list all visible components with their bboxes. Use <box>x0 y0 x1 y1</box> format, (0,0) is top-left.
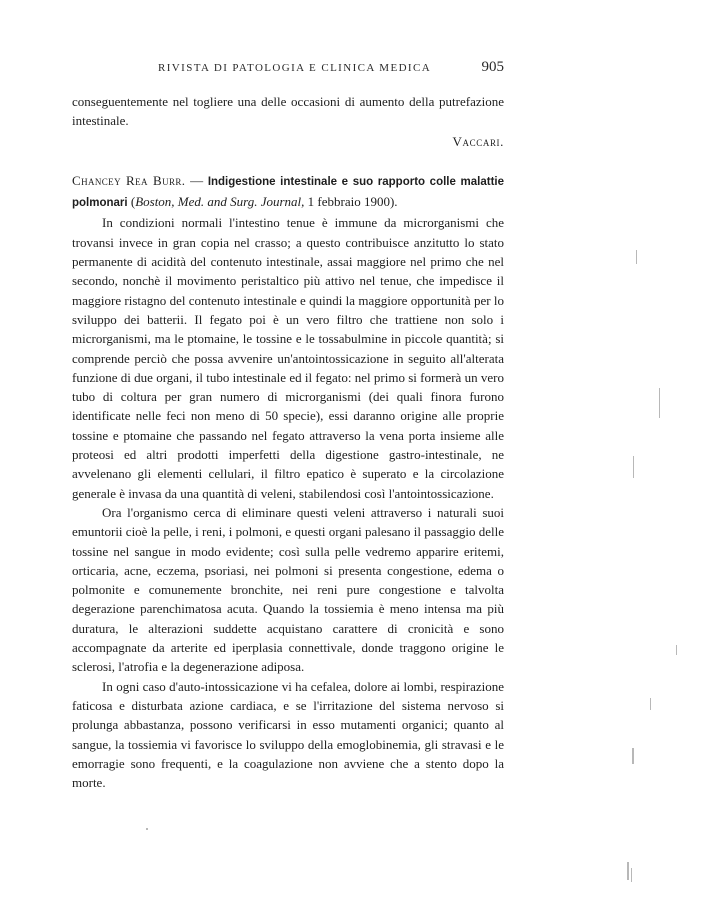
scan-mark <box>636 250 637 264</box>
scan-mark <box>631 868 632 882</box>
scan-mark <box>627 862 629 880</box>
scan-mark <box>659 388 660 418</box>
citation-open-paren: ( <box>127 194 136 210</box>
page-body <box>72 92 504 792</box>
body-paragraph-1: In condizioni normali l'intestino tenue è immune da microrganismi che trovansi invece in gran copia nel crasso; a questo contribuisce anzitutto lo stato permanente di acidità del contenuto intestinale, assai maggiore nel primo che nel secondo, nonchè il movimento peristaltico più attivo nel tenue, che impedisce il maggiore ristagno del contenuto intestinale e quindi la maggiore opportunità per lo sviluppo dei batterii. Il fegato poi è un vero filtro che trattiene non solo i microrganismi, ma le ptomaine, le tossine e le tossabulmine in piccole quantità; si comprende perciò che possa avvenire un'antointossicazione in seguito all'alterata funzione di due organi, il tubo intestinale ed il fegato: nel primo si formerà un vero tubo di coltura per gran numero di microrganismi (dei quali finora furono identificate nelle feci non meno di 50 specie), essi daranno origine alle proprie tossine e ptomaine che passando nel fegato attraverso la vena porta insieme alle proteosi ed altri prodotti imperfetti della digestione gastro-intestinale, ne avvelenano gli elementi cellulari, il filtro epatico è superato e la circolazione generale è invasa da una quantità di veleni, stabilendosi così l'antointossicazione. <box>72 215 504 501</box>
article-source: Boston, Med. and Surg. Journal, <box>135 194 305 210</box>
article-date: 1 febbraio 1900). <box>304 194 398 210</box>
continuation-paragraph: conseguentemente nel togliere una delle occasioni di aumento della putrefazione intestinale. <box>72 94 504 129</box>
reviewer-signature: Vaccari. <box>452 133 504 149</box>
body-paragraph-3: In ogni caso d'auto-intossicazione vi ha cefalea, dolore ai lombi, respirazione faticosa e disturbata azione cardiaca, e se l'irritazione del sistema nervoso si prolunga abbastanza, possono verificarsi in esso mutamenti organici; quanto al sangue, la tossiemia vi favorisce lo sviluppo della emoglobinemia, gli stravasi e le emorragie sono frequenti, e la coagulazione non avviene che a stento dopo la morte. <box>72 678 504 791</box>
page-header <box>72 61 504 83</box>
running-title: RIVISTA DI PATOLOGIA E CLINICA MEDICA <box>158 62 432 74</box>
article-citation <box>72 171 504 214</box>
scan-mark <box>146 828 148 830</box>
scan-mark <box>632 748 634 764</box>
body-paragraph-2: Ora l'organismo cerca di eliminare questi veleni attraverso i naturali suoi emuntorii cioè la pelle, i reni, i polmoni, e questi organi palesano il passaggio delle tossine nel sangue in modo evidente; così sulla pelle vedremo apparire eritemi, orticaria, acne, eczema, psoriasi, nei polmoni si presenta congestione, edema o polmonite e comunemente bronchite, nei reni pure congestione e talvolta degerazione parenchimatosa acuta. Quando la tossiemia è meno intensa ma più duratura, le alterazioni suddette acquistano carattere di cronicità e sono accompagnate da arterite ed iperplasia connettivale, donde traggono origine le sclerosi, l'atrofia e la degenerazione adiposa. <box>72 504 504 675</box>
page-number: 905 <box>481 59 504 75</box>
citation-separator: — <box>185 172 208 188</box>
scan-mark <box>676 645 677 655</box>
scan-mark <box>633 456 634 478</box>
article-author: Chancey Rea Burr. <box>72 172 186 188</box>
article-title: Indigestione intestinale e suo rapporto colle malattie polmonari <box>72 175 504 210</box>
scan-mark <box>650 698 651 710</box>
